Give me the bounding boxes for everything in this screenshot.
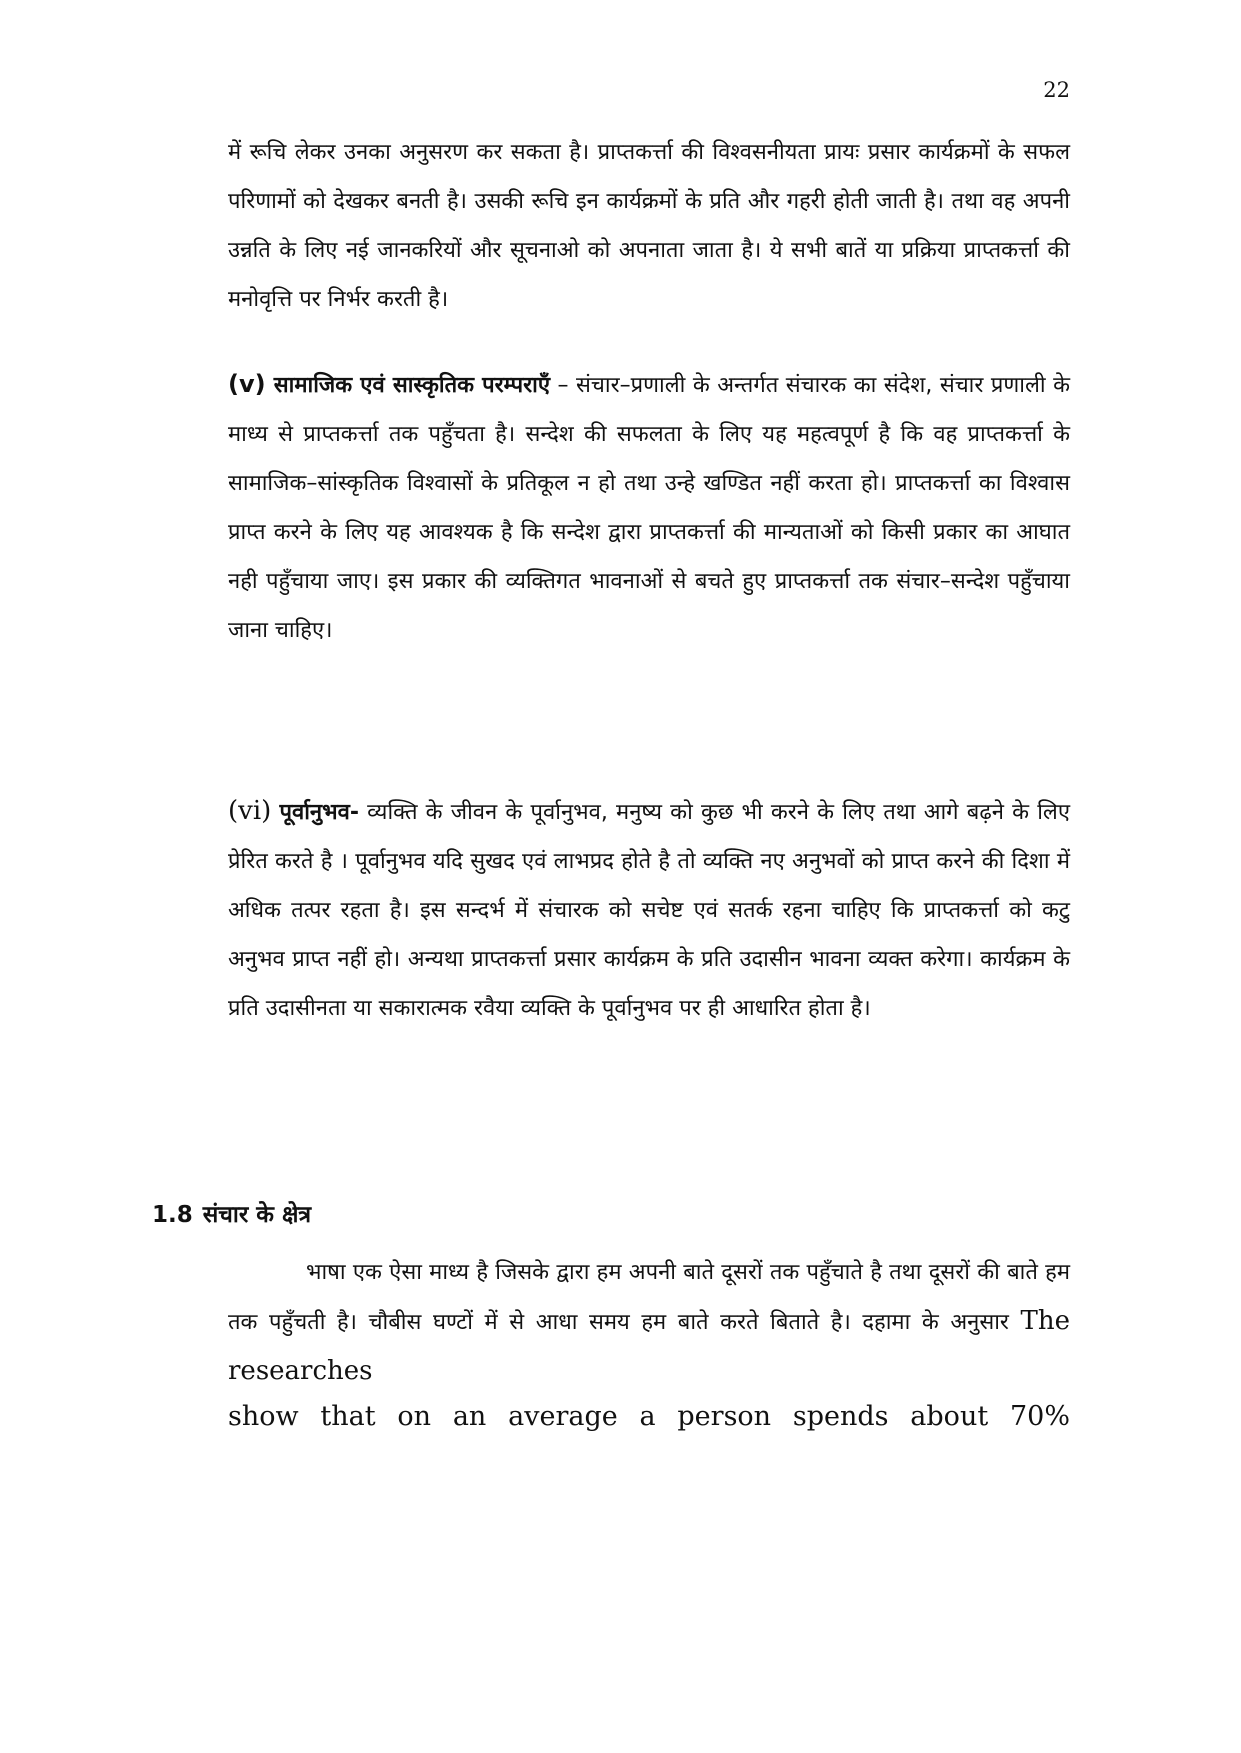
point-number: (vi): [228, 796, 272, 826]
section-number: 1.8: [152, 1202, 193, 1228]
paragraph-language: [228, 1248, 1070, 1397]
point-heading: [228, 370, 551, 398]
paragraph-past-experience: [228, 787, 1070, 1033]
paragraph-language-continued: [228, 1388, 1070, 1446]
paragraph-receiver-interest: [228, 128, 1070, 324]
paragraph-text: व्यक्ति के जीवन के पूर्वानुभव, मनुष्य को कुछ भी करने के लिए तथा आगे बढ़ने के लिए प्रेरित करते है । पूर्वानुभव यदि सुखद एवं लाभप्रद होते है तो व्यक्ति नए अनुभवों को प्राप्त करने की दिशा में अधिक तत्पर रहता है। इस सन्दर्भ में संचारक को सचेष्ट एवं सतर्क रहना चाहिए कि प्राप्तकर्त्ता को कटु अनुभव प्राप्त नहीं हो। अन्यथा प्राप्तकर्त्ता प्रसार कार्यक्रम के प्रति उदासीन भावना व्यक्त करेगा। कार्यक्रम के प्रति उदासीनता या सकारात्मक रवैया व्यक्ति के पूर्वानुभव पर ही आधारित होता है।: [228, 800, 1070, 1021]
paragraph-social-cultural-traditions: [228, 360, 1070, 655]
section-title: संचार के क्षेत्र: [202, 1202, 312, 1228]
paragraph-text: भाषा एक ऐसा माध्य है जिसके द्वारा हम अपनी बाते दूसरों तक पहुँचाते है तथा दूसरों की बाते हम तक पहुँचती है। चौबीस घण्टों में से आधा समय हम बाते करते बिताते है। दहामा के अनुसार: [228, 1260, 1070, 1335]
english-text-inline: The researches: [228, 1306, 1070, 1386]
point-number: (v): [228, 370, 266, 398]
page-number: 22: [1043, 78, 1070, 102]
paragraph-text: – संचार–प्रणाली के अन्तर्गत संचारक का संदेश, संचार प्रणाली के माध्य से प्राप्तकर्त्ता तक पहुँचता है। सन्देश की सफलता के लिए यह महत्वपूर्ण है कि वह प्राप्तकर्त्ता के सामाजिक–सांस्कृतिक विश्वासों के प्रतिकूल न हो तथा उन्हे खण्डित नहीं करता हो। प्राप्तकर्त्ता का विश्वास प्राप्त करने के लिए यह आवश्यक है कि सन्देश द्वारा प्राप्तकर्त्ता की मान्यताओं को किसी प्रकार का आघात नही पहुँचाया जाए। इस प्रकार की व्यक्तिगत भावनाओं से बचते हुए प्राप्तकर्त्ता तक संचार–सन्देश पहुँचाया जाना चाहिए।: [228, 373, 1070, 643]
point-title: पूर्वानुभव-: [279, 800, 359, 825]
paragraph-text: में रूचि लेकर उनका अनुसरण कर सकता है। प्राप्तकर्त्ता की विश्वसनीयता प्रायः प्रसार कार्यक्रमों के सफल परिणामों को देखकर बनती है। उसकी रूचि इन कार्यक्रमों के प्रति और गहरी होती जाती है। तथा वह अपनी उन्नति के लिए नई जानकरियों और सूचनाओ को अपनाता जाता है। ये सभी बातें या प्रक्रिया प्राप्तकर्त्ता की मनोवृत्ति पर निर्भर करती है।: [228, 140, 1070, 312]
english-text-line: show that on an average a person spends about 70%: [228, 1401, 1070, 1432]
section-heading: [152, 1195, 311, 1235]
point-title: सामाजिक एवं सास्कृतिक परम्पराएँ: [273, 373, 551, 398]
point-heading: [228, 796, 359, 826]
